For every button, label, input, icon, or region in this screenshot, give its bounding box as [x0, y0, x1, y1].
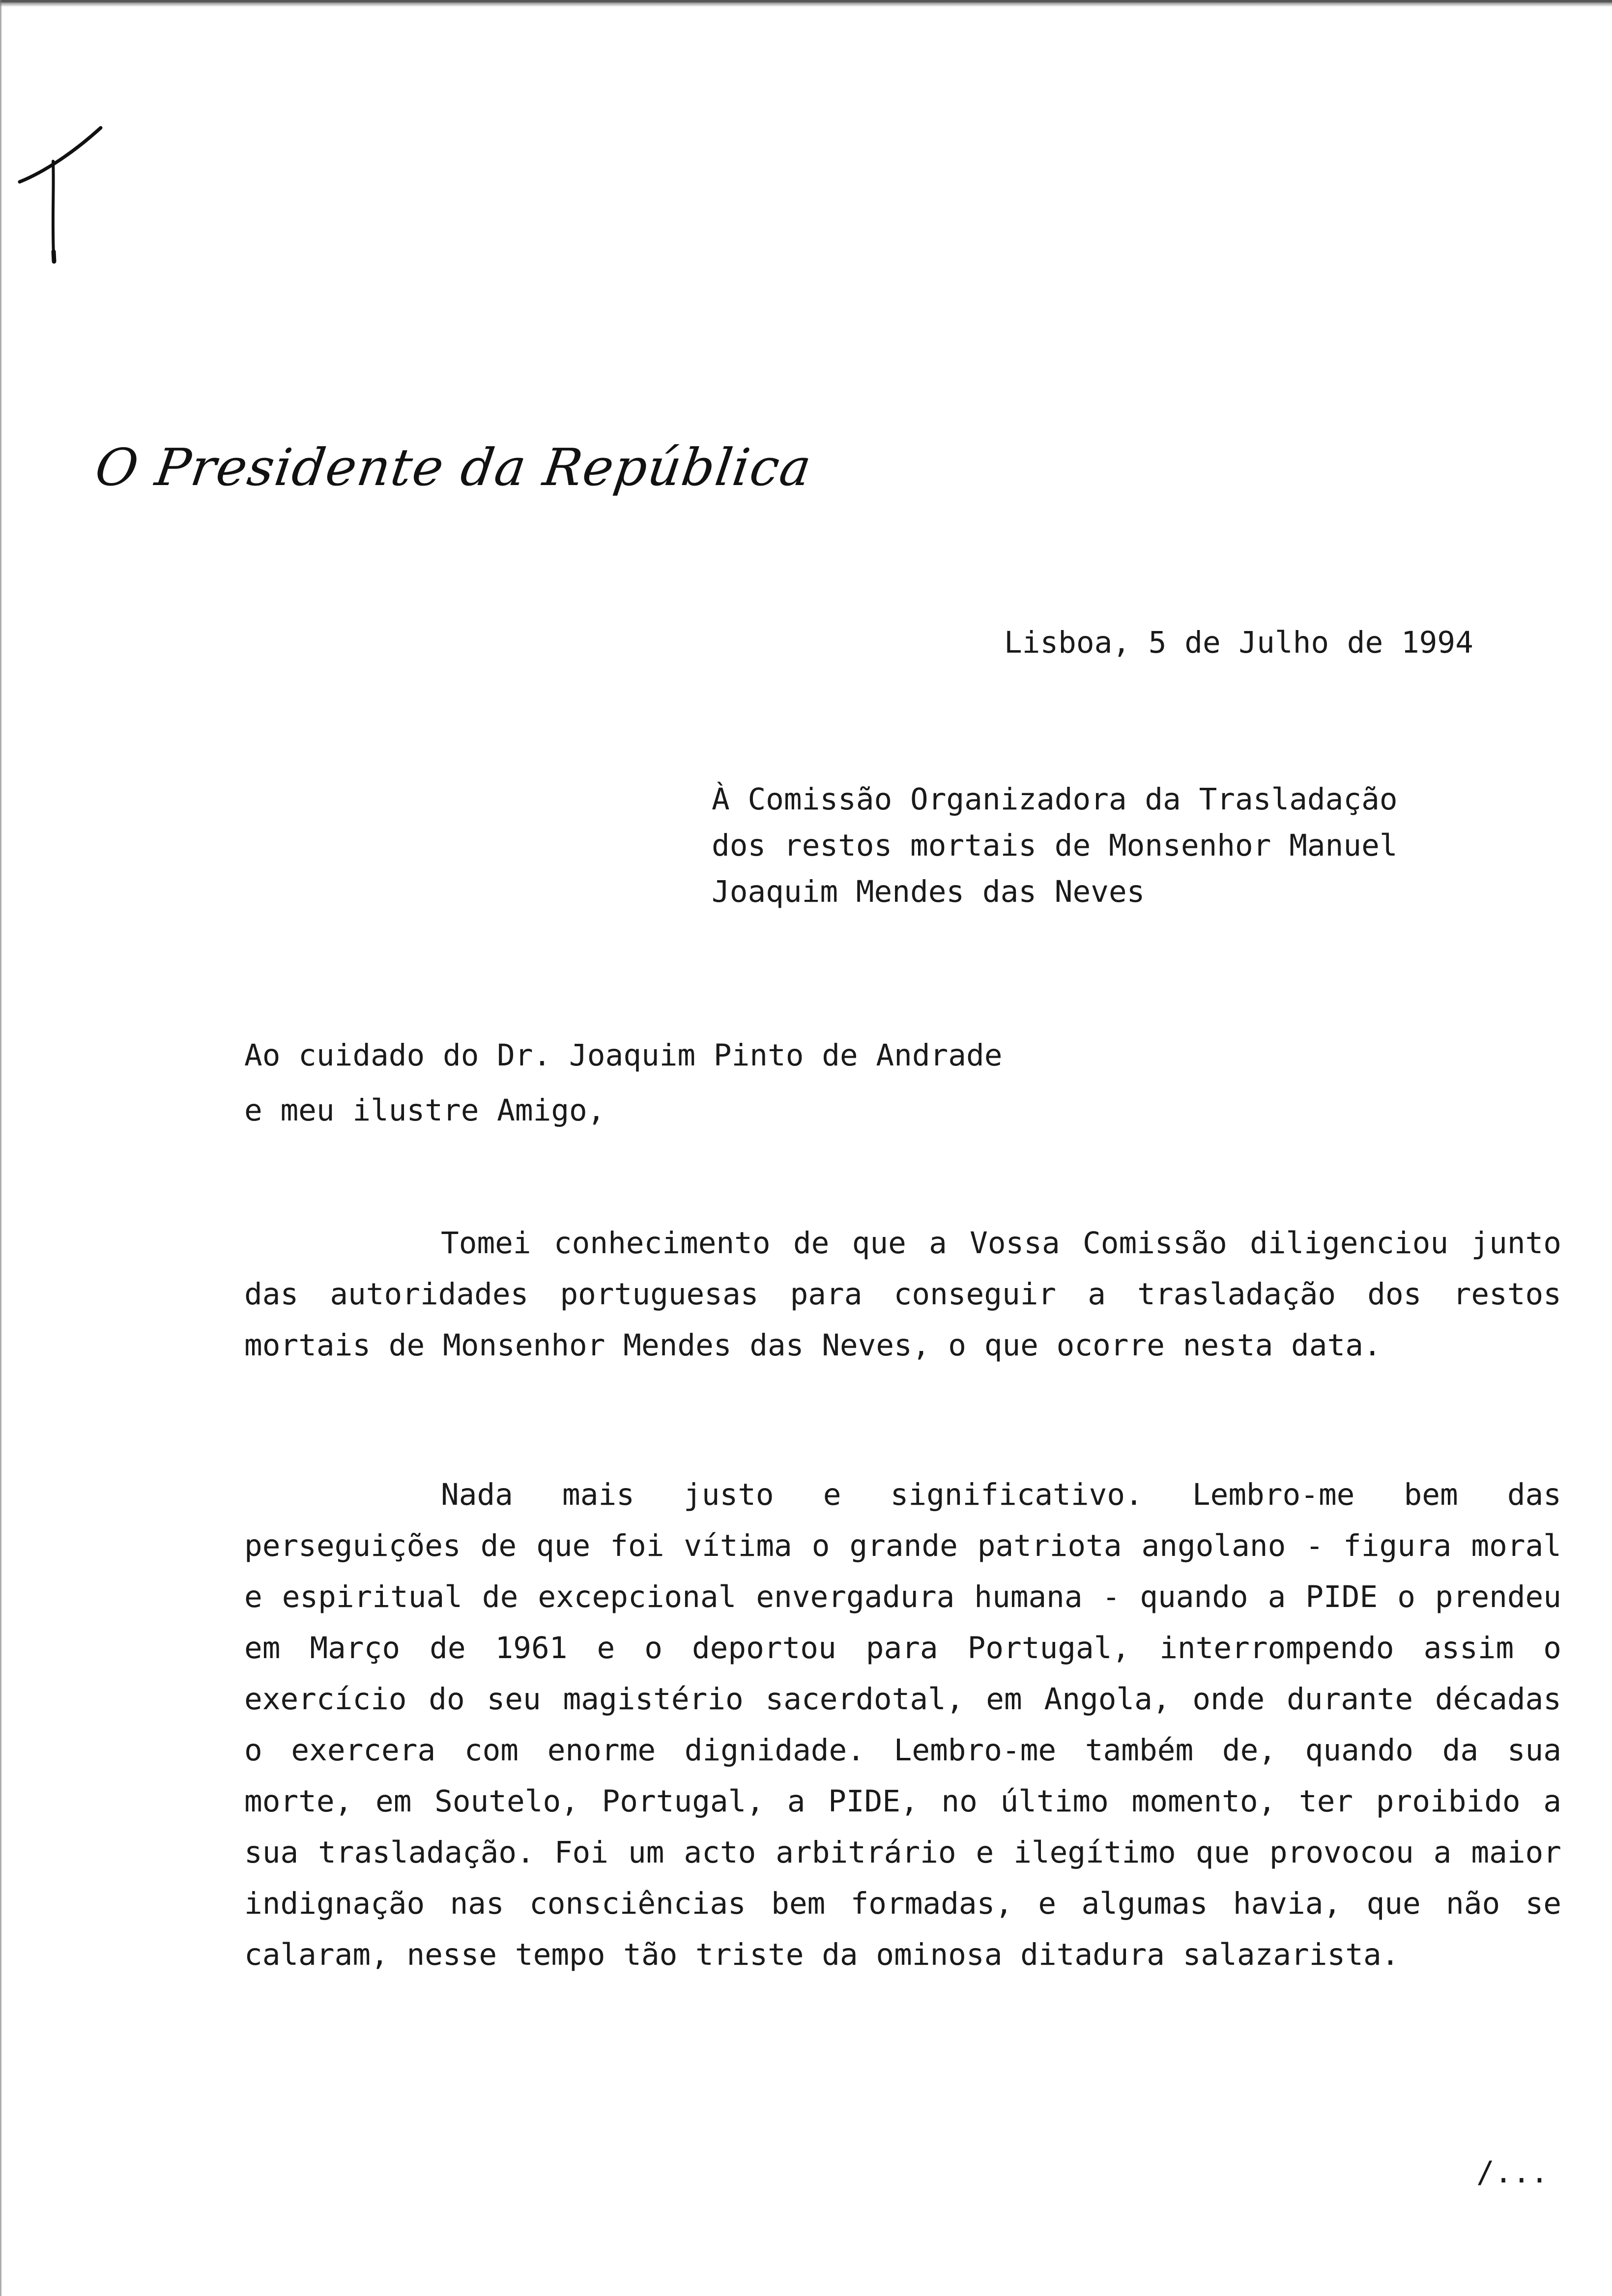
handwritten-corner-mark	[15, 123, 108, 270]
salutation-block	[244, 1028, 1002, 1138]
scan-edge-top	[0, 0, 1612, 7]
continuation-mark: /...	[1476, 2155, 1549, 2190]
salutation-line: e meu ilustre Amigo,	[244, 1093, 605, 1128]
salutation-line: Ao cuidado do Dr. Joaquim Pinto de Andrade	[244, 1038, 1003, 1073]
scan-edge-left	[0, 0, 1, 2296]
addressee-line: À Comissão Organizadora da Trasladação	[712, 782, 1398, 817]
letterhead: O Presidente da República	[91, 437, 816, 497]
addressee-line: Joaquim Mendes das Neves	[712, 874, 1145, 909]
addressee-line: dos restos mortais de Monsenhor Manuel	[712, 828, 1398, 863]
body-paragraph-2: Nada mais justo e significativo. Lembro-me bem das perseguições de que foi vítima o grande patriota angolano - figura moral e espiritual de excepcional envergadura humana - quando a PIDE o prendeu em Março de 1961 e o deportou para Portugal, interrompendo assim o exercício do seu magistério sacerdotal, em Angola, onde durante décadas o exercera com enorme dignidade. Lembro-me também de, quando da sua morte, em Soutelo, Portugal, a PIDE, no último momento, ter proibido a sua trasladação. Foi um acto arbitrário e ilegítimo que provocou a maior indignação nas consciências bem formadas, e algumas havia, que não se calaram, nesse tempo tão triste da ominosa ditadura salazarista.	[244, 1477, 1561, 1972]
date-line: Lisboa, 5 de Julho de 1994	[1004, 625, 1473, 660]
body-paragraph-1: Tomei conhecimento de que a Vossa Comissão diligenciou junto das autoridades portuguesas para conseguir a trasladação dos restos mortais de Monsenhor Mendes das Neves, o que ocorre nesta data.	[244, 1226, 1561, 1363]
addressee-block	[712, 776, 1398, 915]
